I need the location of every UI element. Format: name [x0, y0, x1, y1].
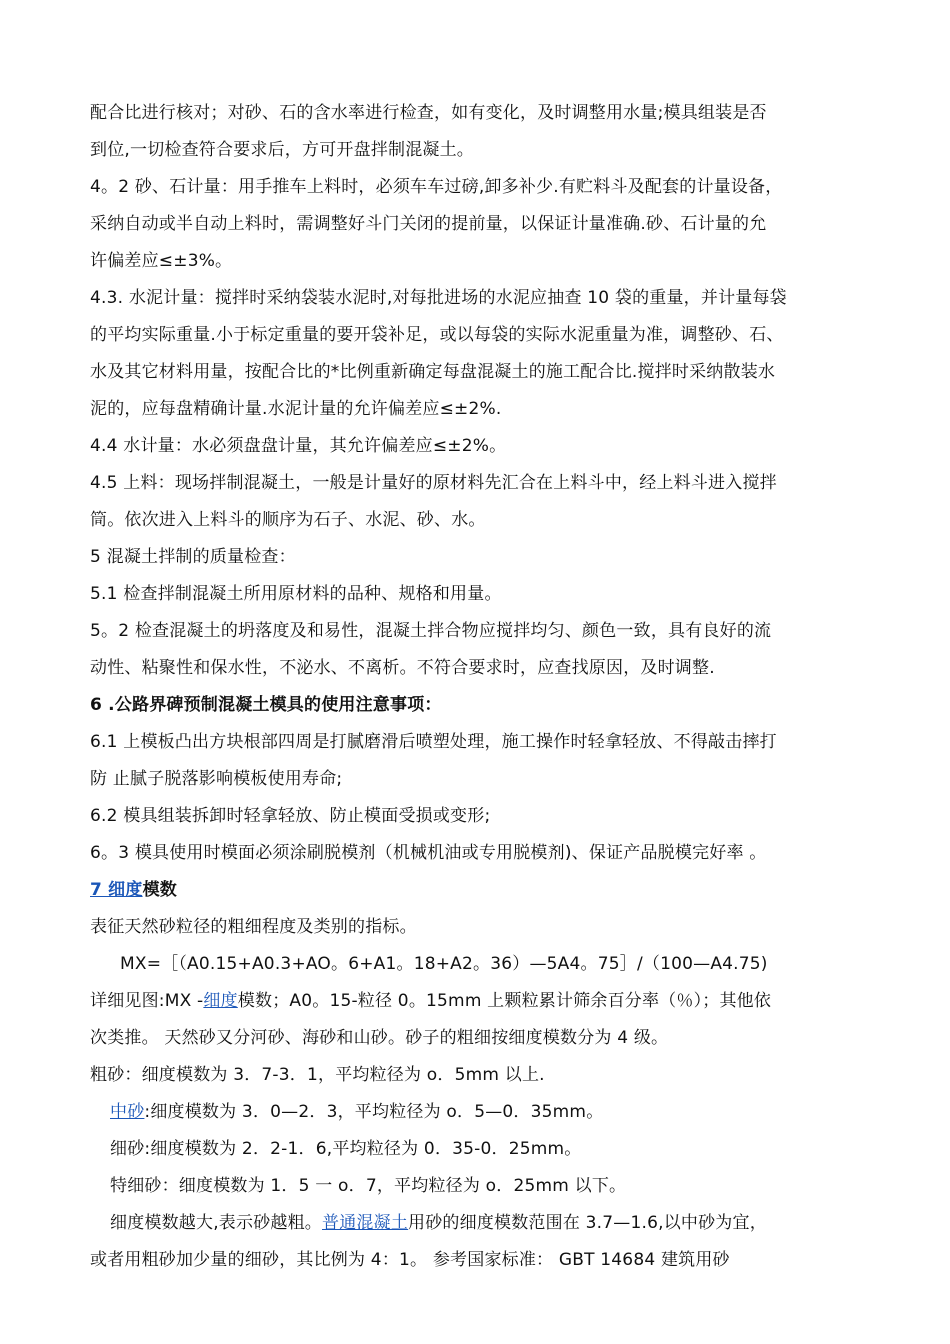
- text-segment: 4.4 水计量：水必须盘盘计量，其允许偏差应≤±2%。: [90, 436, 507, 456]
- text-segment: 细度模数越大,表示砂越粗。: [110, 1213, 323, 1233]
- text-line: [90, 879, 177, 901]
- text-segment: 4.5 上料：现场拌制混凝土，一般是计量好的原材料先汇合在上料斗中，经上料斗进入搅拌: [90, 473, 777, 493]
- text-line: [90, 583, 502, 605]
- text-line: [90, 1027, 668, 1049]
- text-line: [90, 916, 417, 938]
- text-line: [90, 361, 775, 383]
- text-line: [90, 1249, 730, 1271]
- text-segment: MX=［（A0.15+A0.3+AO。6+A1。18+A2。36）—5A4。75］/（100—A4.75): [120, 954, 768, 974]
- text-line: [90, 250, 232, 272]
- text-segment: 4。2 砂、石计量：用手推车上料时，必须车车过磅,卸多补少.有贮料斗及配套的计量设备，: [90, 177, 783, 197]
- text-segment: 用砂的细度模数范围在 3.7—1.6,以中砂为宜，: [408, 1213, 767, 1233]
- text-segment: 动性、粘聚性和保水性，不泌水、不离析。不符合要求时，应查找原因，及时调整.: [90, 658, 715, 678]
- text-segment: 水及其它材料用量，按配合比的*比例重新确定每盘混凝土的施工配合比.搅拌时采纳散装水: [90, 362, 776, 382]
- text-segment: 详细见图:MX -: [90, 991, 204, 1011]
- text-segment: 6.1 上模板凸出方块根部四周是打腻磨滑后喷塑处理，施工操作时轻拿轻放、不得敲击摔打: [90, 732, 777, 752]
- text-segment: 4.3. 水泥计量：搅拌时采纳袋装水泥时,对每批进场的水泥应抽查 10 袋的重量，并计量每袋: [90, 288, 787, 308]
- heading-text: 7 细度: [90, 880, 143, 900]
- text-line: [90, 546, 296, 568]
- text-line: [110, 1138, 582, 1160]
- text-line: [90, 657, 715, 679]
- text-segment: 5。2 检查混凝土的坍落度及和易性，混凝土拌合物应搅拌均匀、颜色一致，具有良好的流: [90, 621, 772, 641]
- text-segment: 配合比进行核对；对砂、石的含水率进行检查，如有变化，及时调整用水量;模具组装是否: [90, 103, 767, 123]
- text-line: [90, 990, 771, 1012]
- text-line: [120, 953, 768, 975]
- text-segment: 粗砂：细度模数为 3．7-3．1，平均粒径为 o．5mm 以上.: [90, 1065, 545, 1085]
- text-line: [90, 768, 342, 790]
- text-line: [110, 1175, 626, 1197]
- text-line: [90, 287, 787, 309]
- text-line: [90, 509, 486, 531]
- text-line: [90, 435, 506, 457]
- text-segment: 筒。依次进入上料斗的顺序为石子、水泥、砂、水。: [90, 510, 486, 530]
- text-segment: 防 止腻子脱落影响模板使用寿命;: [90, 769, 343, 789]
- hyperlink[interactable]: 细度: [203, 991, 238, 1011]
- text-segment: 泥的，应每盘精确计量.水泥计量的允许偏差应≤±2%.: [90, 399, 502, 419]
- text-line: [90, 139, 474, 161]
- text-segment: 许偏差应≤±3%。: [90, 251, 233, 271]
- heading-text: 6 .公路界碑预制混凝土模具的使用注意事项：: [90, 695, 442, 715]
- text-line: [90, 324, 784, 346]
- text-line: [90, 102, 767, 124]
- text-line: [90, 842, 766, 864]
- text-segment: 细砂:细度模数为 2．2-1．6,平均粒径为 0．35-0．25mm。: [110, 1139, 582, 1159]
- hyperlink[interactable]: 中砂: [110, 1102, 145, 1122]
- text-line: [90, 398, 501, 420]
- text-line: [110, 1212, 767, 1234]
- text-segment: 模数；A0。15-粒径 0。15mm 上颗粒累计筛余百分率（％）；其他依: [237, 991, 772, 1011]
- text-segment: 的平均实际重量.小于标定重量的要开袋补足，或以每袋的实际水泥重量为准，调整砂、石、: [90, 325, 784, 345]
- text-line: [90, 731, 777, 753]
- text-segment: 次类推。 天然砂又分河砂、海砂和山砂。砂子的粗细按细度模数分为 4 级。: [90, 1028, 669, 1048]
- text-line: [90, 1064, 545, 1086]
- text-line: [110, 1101, 603, 1123]
- text-line: [90, 694, 442, 716]
- text-segment: 特细砂：细度模数为 1．5 一 o．7，平均粒径为 o．25mm 以下。: [110, 1176, 627, 1196]
- text-segment: 采纳自动或半自动上料时，需调整好斗门关闭的提前量，以保证计量准确.砂、石计量的允: [90, 214, 767, 234]
- text-segment: 5.1 检查拌制混凝土所用原材料的品种、规格和用量。: [90, 584, 502, 604]
- text-segment: 6。3 模具使用时模面必须涂刷脱模剂（机械机油或专用脱模剂)、保证产品脱模完好率 。: [90, 843, 767, 863]
- text-segment: 到位,一切检查符合要求后，方可开盘拌制混凝土。: [90, 140, 475, 160]
- text-line: [90, 620, 771, 642]
- text-line: [90, 805, 490, 827]
- text-line: [90, 472, 777, 494]
- text-segment: 5 混凝土拌制的质量检查：: [90, 547, 296, 567]
- text-line: [90, 213, 766, 235]
- text-line: [90, 176, 782, 198]
- text-segment: 或者用粗砂加少量的细砂，其比例为 4：1。 参考国家标准： GBT 14684 建筑用砂: [90, 1250, 730, 1270]
- text-segment: :细度模数为 3．0—2．3，平均粒径为 o．5—0．35mm。: [144, 1102, 604, 1122]
- hyperlink[interactable]: 普通混凝土: [322, 1213, 409, 1233]
- heading-text: 模数: [142, 880, 177, 900]
- text-segment: 表征天然砂粒径的粗细程度及类别的指标。: [90, 917, 417, 937]
- text-segment: 6.2 模具组装拆卸时轻拿轻放、防止模面受损或变形;: [90, 806, 491, 826]
